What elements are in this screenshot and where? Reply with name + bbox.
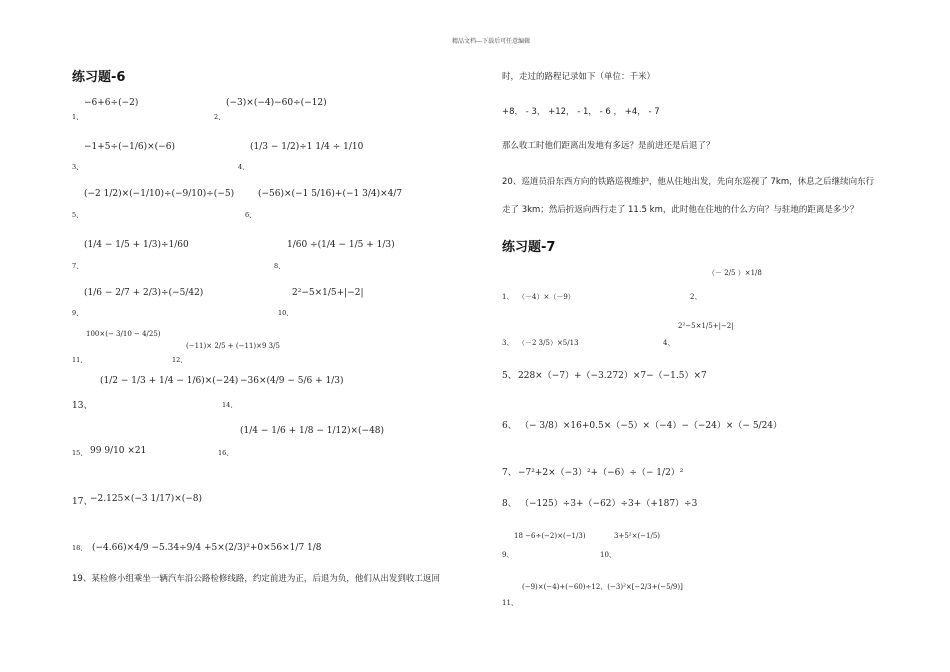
num-2: 2、 (214, 113, 225, 121)
num-11: 11、 (72, 356, 87, 364)
expr-r2: （－ 2/5 ）×1/8 (708, 269, 762, 277)
num-10: 10、 (278, 309, 293, 317)
expr-r9: 18 −6÷(−2)×(−1/3) (514, 532, 586, 540)
num-r11: 11、 (502, 599, 518, 607)
expr-r7: −7²+2×（−3）²+（−6）÷（− 1/2）² (518, 468, 684, 478)
num-8: 8、 (274, 262, 285, 270)
expr-6: (−56)×(−1 5/16)+(−1 3/4)×4/7 (258, 189, 403, 199)
question-19-cont: 时，走过的路程记录如下（单位：千米） (502, 72, 656, 82)
expr-r1: （－4）×（－9） (518, 293, 575, 301)
expr-15: 99 9/10 ×21 (90, 446, 147, 456)
question-19: 19、某检修小组乘坐一辆汽车沿公路检修线路，约定前进为正，后退为负，他们从出发到收工返回 (72, 574, 440, 584)
expr-2: (−3)×(−4)−60÷(−12) (226, 98, 327, 108)
expr-18: (−4.66)×4/9 −5.34÷9/4 +5×(2/3)²+0×56×1/7 1/8 (92, 543, 322, 553)
section-title-7: 练习题-7 (502, 240, 556, 255)
question-19-data: +8， - 3， +12， - 1， - 6 ， +4， - 7 (502, 107, 660, 117)
expr-r6: （− 3/8）×16+0.5×（−5）×（−4）−（−24）×（− 5/24） (520, 421, 783, 431)
num-14: 14、 (222, 401, 237, 409)
expr-4: (1/3 − 1/2)÷1 1/4 ÷ 1/10 (250, 142, 364, 152)
expr-5: (−2 1/2)×(−1/10)÷(−9/10)÷(−5) (84, 189, 235, 199)
num-17: 17、 (72, 497, 93, 507)
num-r3: 3、 (502, 339, 514, 347)
num-r2: 2、 (690, 293, 702, 301)
num-r4: 4、 (663, 339, 675, 347)
num-6: 6、 (245, 211, 256, 219)
num-r9: 9、 (502, 551, 514, 559)
num-r1: 1、 (502, 293, 514, 301)
num-15: 15、 (72, 449, 87, 457)
num-r10: 10、 (600, 551, 616, 559)
expr-r3: （－2 3/5）×5/13 (518, 339, 579, 347)
expr-10: 2²−5×1/5+|−2| (292, 288, 364, 298)
expr-r10: 3+5²×(−1/5) (614, 532, 661, 540)
expr-17: −2.125×(−3 1/17)×(−8) (90, 494, 203, 504)
question-20-line2: 走了 3km；然后折返向西行走了 11.5 km，此时他在住地的什么方向？与驻地的距离是多少？ (502, 205, 859, 215)
question-19-ask: 那么收工时他们距离出发地有多远？是前进还是后退了？ (502, 141, 715, 151)
expr-13: (1/2 − 1/3 + 1/4 − 1/6)×(−24) (100, 376, 239, 386)
expr-9: (1/6 − 2/7 + 2/3)÷(−5/42) (84, 288, 204, 298)
expr-r8: （−125）÷3+（−62）÷3+（+187）÷3 (520, 499, 698, 509)
num-16: 16、 (218, 449, 233, 457)
num-4: 4、 (238, 163, 249, 171)
page-header: 精品文档---下载后可任意编辑 (452, 38, 531, 45)
expr-r5: 228×（−7）+（−3.272）×7−（−1.5）×7 (518, 371, 707, 381)
expr-7: (1/4 − 1/5 + 1/3)÷1/60 (84, 240, 189, 250)
section-title-6: 练习题-6 (72, 70, 126, 85)
expr-8: 1/60 ÷(1/4 − 1/5 + 1/3) (287, 240, 395, 250)
num-r8: 8、 (502, 499, 517, 509)
expr-r4: 2²−5×1/5+|−2| (678, 322, 734, 330)
num-9: 9、 (72, 309, 83, 317)
num-1: 1、 (72, 113, 83, 121)
expr-14: −36×(4/9 − 5/6 + 1/3) (240, 376, 344, 386)
question-20-line1: 20、巡道员沿东西方向的铁路巡视维护，他从住地出发，先向东巡视了 7km，休息之后继续向东行 (502, 177, 875, 187)
num-3: 3、 (72, 163, 83, 171)
expr-3: −1+5÷(−1/6)×(−6) (84, 142, 175, 152)
num-r6: 6、 (502, 421, 517, 431)
expr-11: 100×(− 3/10 − 4/25) (86, 330, 161, 338)
expr-12: (−11)× 2/5 + (−11)×9 3/5 (186, 342, 280, 350)
num-5: 5、 (72, 211, 83, 219)
num-r7: 7、 (502, 468, 517, 478)
expr-16: (1/4 − 1/6 + 1/8 − 1/12)×(−48) (240, 426, 385, 436)
num-13: 13、 (72, 401, 93, 411)
expr-r11: (−9)×(−4)+(−60)÷12、(−3)²×[−2/3+(−5/9)] (522, 583, 683, 591)
num-r5: 5、 (502, 371, 517, 381)
num-18: 18、 (72, 544, 87, 552)
expr-1: −6+6÷(−2) (84, 98, 139, 108)
num-7: 7、 (72, 262, 83, 270)
num-12: 12、 (172, 356, 187, 364)
